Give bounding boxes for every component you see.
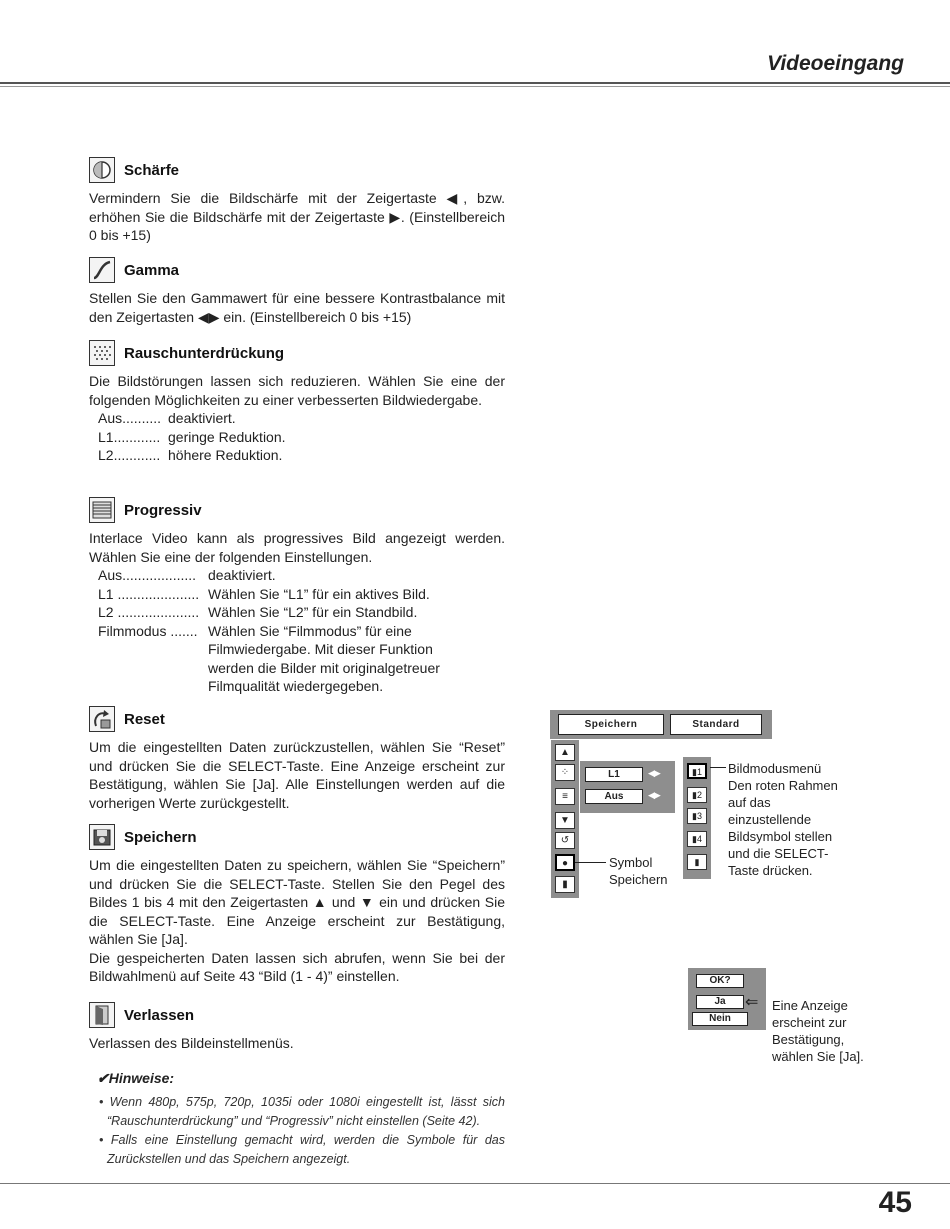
image-1-icon[interactable]: ▮1 (687, 763, 707, 779)
section-body-2: Die gespeicherten Daten lassen sich abrufen, wenn Sie bei der Bildwahlmenü auf Seite 43 “Bild (1 - 4)” einstellen. (89, 949, 505, 984)
menu-top-bar (550, 710, 772, 739)
notes (97, 1070, 505, 1169)
section-speichern (89, 823, 505, 986)
header-rule (0, 82, 950, 84)
section-body: Interlace Video kann als progressives Bild angezeigt werden. Wählen Sie eine der folgenden Einstellungen. (89, 530, 505, 565)
image-number: 4 (696, 834, 702, 844)
section-title: Speichern (124, 828, 197, 846)
no-button[interactable]: Nein (692, 1012, 748, 1026)
triangle-up-icon[interactable]: ▲ (555, 744, 575, 761)
callout-save-symbol: Symbol Speichern (609, 855, 668, 887)
image-number: 2 (696, 790, 702, 800)
image-3-icon[interactable]: ▮3 (687, 808, 707, 824)
section-title: Rauschunterdrückung (124, 344, 285, 362)
option-value: geringe Reduktion. (168, 428, 286, 445)
header-title: Videoeingang (767, 52, 904, 75)
callout-confirm: Eine Anzeige erscheint zur Bestätigung, wählen Sie [Ja]. (772, 998, 864, 1064)
option-row (89, 409, 505, 428)
option-key: Aus.......... (98, 410, 162, 426)
image-mode-column (683, 757, 711, 879)
footer-rule (0, 1183, 950, 1184)
section-reset (89, 705, 505, 812)
image-number: 1 (696, 767, 702, 777)
left-right-arrows-icon[interactable]: ◀▶ (648, 790, 660, 800)
left-right-arrows-icon[interactable]: ◀▶ (648, 768, 660, 778)
option-value: Wählen Sie “L2” für ein Standbild. (208, 604, 418, 620)
exit-door-icon[interactable]: ▮ (555, 876, 575, 893)
section-body: Um die eingestellten Daten zu speichern, wählen Sie “Speichern” und drücken Sie die SELECT-Taste. Stellen Sie den Pegel des Bildes 1 bis 4 mit den Zeigertasten ▲ und ▼ ein und drücken Sie die SELECT-Taste. Eine Anzeige erscheint zur Bestätigung, wählen Sie [Ja]. (89, 857, 505, 947)
section-title: Reset (124, 710, 165, 728)
option-value: Wählen Sie “Filmmodus” für eine Filmwiedergabe. Mit dieser Funktion werden die Bilder mit originalgetreuer Filmqualität wiedergegeben. (208, 622, 440, 694)
section-body: Stellen Sie den Gammawert für eine bessere Kontrastbalance mit den Zeigertasten ◀▶ ein. (Einstellbereich 0 bis +15) (89, 290, 505, 325)
notes-title: ✔Hinweise: (97, 1070, 175, 1086)
noise-reduction-icon[interactable]: ⁘ (555, 764, 575, 781)
progressive-icon[interactable]: ≡ (555, 788, 575, 805)
callout-line (710, 767, 726, 768)
option-row (89, 566, 505, 585)
section-title: Schärfe (124, 161, 180, 179)
section-verlassen (89, 1001, 505, 1053)
exit-door-icon (89, 1002, 115, 1028)
image-number: 3 (696, 811, 702, 821)
progressive-icon (89, 497, 115, 523)
reset-icon (89, 706, 115, 732)
option-value: Wählen Sie “L1” für ein aktives Bild. (208, 585, 430, 602)
section-gamma (89, 256, 505, 326)
yes-button[interactable]: Ja (696, 995, 744, 1009)
section-body: Verlassen des Bildeinstellmenüs. (89, 1035, 294, 1051)
callout-image-mode: Bildmodusmenü Den roten Rahmen auf das einzustellende Bildsymbol stellen und die SELECT-Taste drücken. (728, 761, 838, 878)
gamma-curve-icon (89, 257, 115, 283)
section-title: Verlassen (124, 1006, 195, 1024)
triangle-down-icon[interactable]: ▼ (555, 812, 575, 829)
menu-sub-panel (580, 761, 675, 813)
sharpness-icon (89, 157, 115, 183)
save-icon (89, 824, 115, 850)
section-body: Um die eingestellten Daten zurückzustellen, wählen Sie “Reset” und drücken Sie die SELECT-Taste. Eine Anzeige erscheint zur Bestätigung, wählen Sie [Ja]. Alle Einstellungen werden auf die vorherigen Werte zurückgestellt. (89, 739, 505, 811)
section-schaerfe (89, 156, 505, 245)
option-key: Aus................... (98, 567, 197, 583)
image-4-icon[interactable]: ▮4 (687, 831, 707, 847)
option-row (89, 603, 505, 622)
standard-menu-button[interactable]: Standard (670, 714, 762, 735)
section-body: Vermindern Sie die Bildschärfe mit der Zeigertaste ◀, bzw. erhöhen Sie die Bildschärfe mit der Zeigertaste ▶. (Einstellbereich 0 bis +15) (89, 190, 505, 243)
section-progressiv (89, 496, 505, 696)
option-key: L1............ (98, 428, 161, 445)
option-row (89, 428, 505, 447)
noise-reduction-icon (89, 340, 115, 366)
save-menu-button[interactable]: Speichern (558, 714, 664, 735)
option-key: L2............ (98, 447, 161, 463)
option-row (89, 585, 505, 604)
reset-icon[interactable]: ↺ (555, 832, 575, 849)
progressive-value-field[interactable]: Aus (585, 789, 643, 804)
note-item: • Wenn 480p, 575p, 720p, 1035i oder 1080i eingestellt ist, lässt sich “Rauschunterdrückung” und “Progressiv” nicht einstellen (Seite 42). (99, 1095, 505, 1128)
option-row (89, 446, 505, 465)
option-key: L1 ..................... (98, 585, 200, 602)
noise-value-field[interactable]: L1 (585, 767, 643, 782)
option-key: Filmmodus ....... (98, 622, 198, 639)
option-value: höhere Reduktion. (168, 447, 283, 463)
section-rauschunterdrueckung (89, 339, 505, 465)
image-2-icon[interactable]: ▮2 (687, 787, 707, 803)
header-rule-thin (0, 86, 950, 87)
option-value: deaktiviert. (208, 567, 276, 583)
menu-icon-column (551, 740, 579, 898)
save-icon[interactable]: ● (555, 854, 575, 871)
option-key: L2 ..................... (98, 604, 200, 620)
section-title: Progressiv (124, 501, 202, 519)
note-item: • Falls eine Einstellung gemacht wird, werden die Symbole für das Zurückstellen und das Speichern angezeigt. (99, 1133, 505, 1166)
exit-door-icon[interactable]: ▮ (687, 854, 707, 870)
section-title: Gamma (124, 261, 180, 279)
callout-line (575, 862, 606, 863)
confirm-title: OK? (696, 974, 744, 988)
page-number: 45 (878, 1186, 912, 1219)
arrow-left-icon: ⇐ (745, 994, 759, 1011)
section-body: Die Bildstörungen lassen sich reduzieren. Wählen Sie eine der folgenden Möglichkeiten zu einer verbesserten Bildwiedergabe. (89, 373, 505, 408)
option-row (89, 622, 505, 696)
option-value: deaktiviert. (168, 410, 236, 426)
